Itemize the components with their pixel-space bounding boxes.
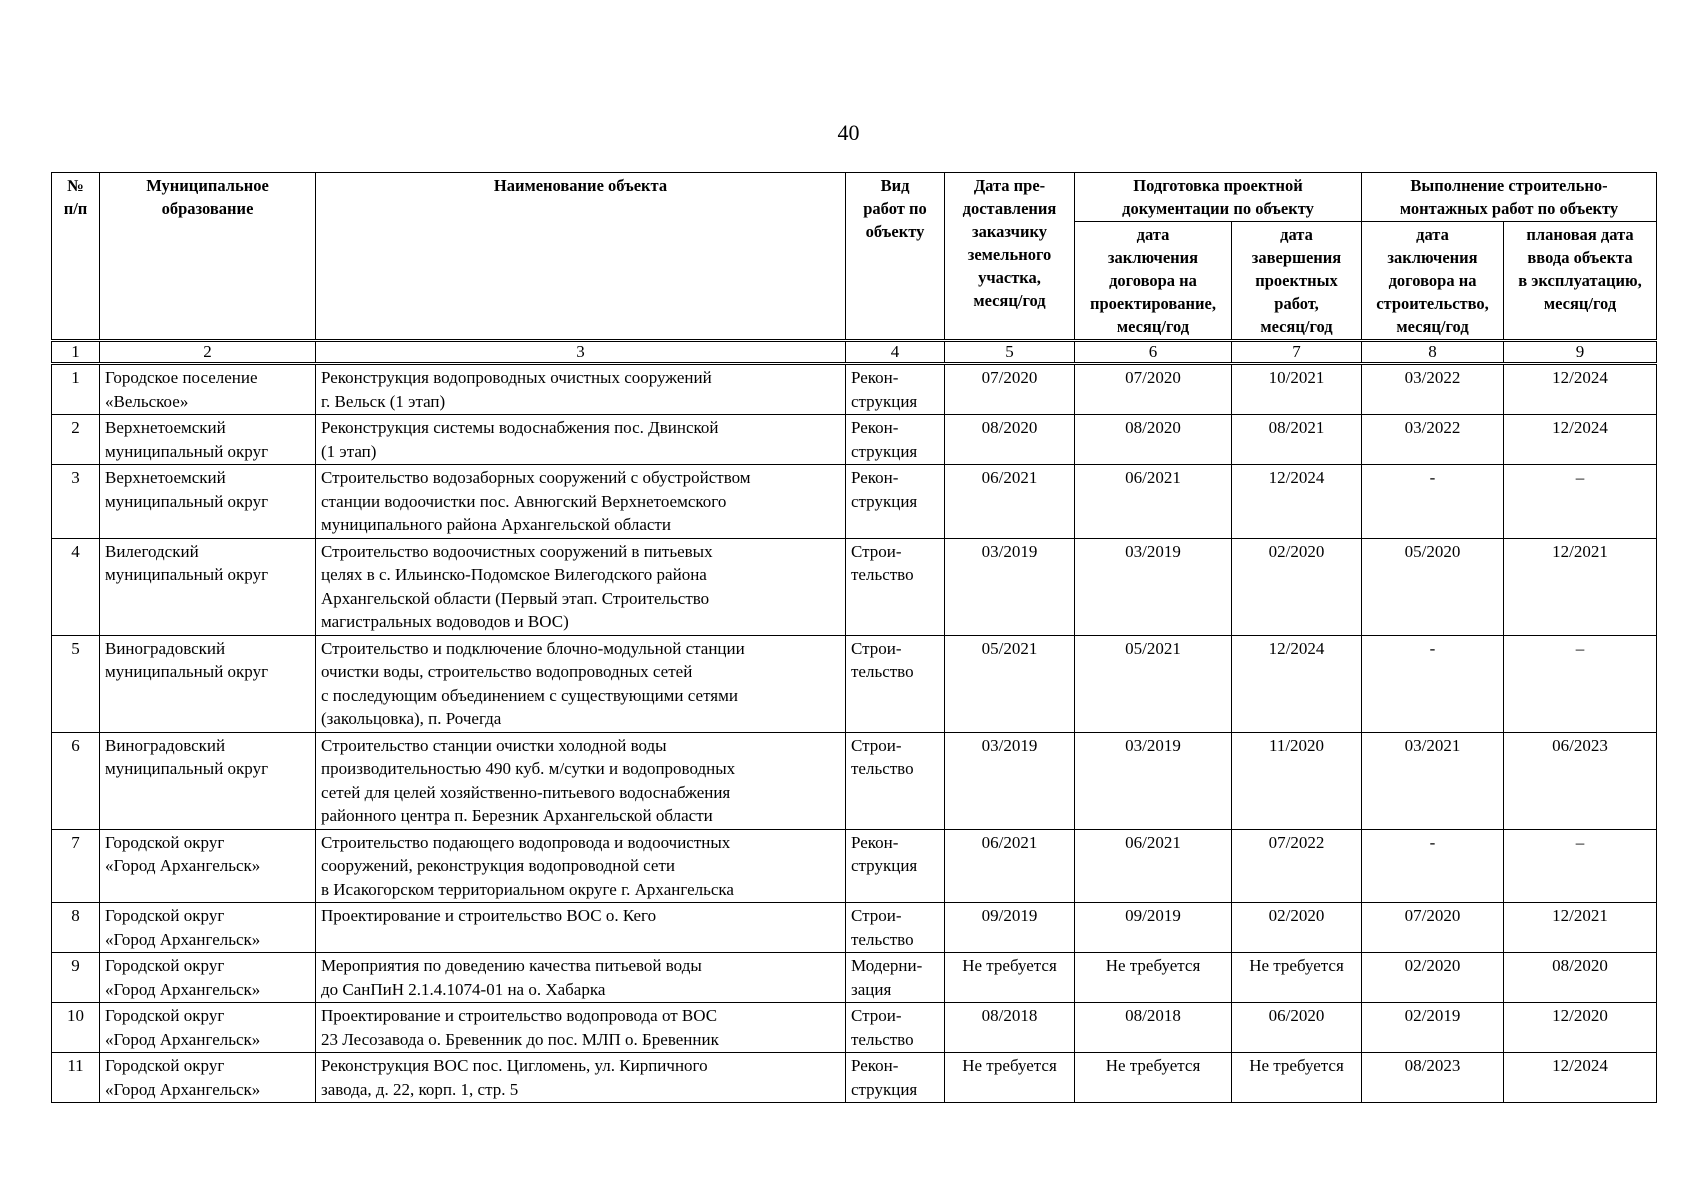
header-design-end: дата завершения проектных работ, месяц/год — [1232, 222, 1362, 341]
land-date-cell: 08/2020 — [945, 415, 1075, 465]
municipality-cell: Городской округ «Город Архангельск» — [100, 1003, 316, 1053]
row-number: 4 — [52, 538, 100, 635]
land-date-cell: Не требуется — [945, 953, 1075, 1003]
row-number: 3 — [52, 465, 100, 539]
commission-date-cell: 12/2020 — [1504, 1003, 1657, 1053]
column-number: 5 — [945, 341, 1075, 364]
municipality-cell: Вилегодский муниципальный округ — [100, 538, 316, 635]
work-type-cell: Строи- тельство — [846, 538, 945, 635]
header-work-type: Вид работ по объекту — [846, 173, 945, 341]
land-date-cell: 05/2021 — [945, 635, 1075, 732]
column-number: 1 — [52, 341, 100, 364]
header-row-top — [52, 173, 1657, 222]
work-type-cell: Строи- тельство — [846, 732, 945, 829]
municipality-cell: Виноградовский муниципальный округ — [100, 635, 316, 732]
municipality-cell: Городской округ «Город Архангельск» — [100, 953, 316, 1003]
work-type-cell: Строи- тельство — [846, 635, 945, 732]
commission-date-cell: 12/2024 — [1504, 364, 1657, 415]
object-name-cell: Строительство водоочистных сооружений в питьевых целях в с. Ильинско-Подомское Вилегодского района Архангельской области (Первый этап. Строительство магистральных водоводов и ВОС) — [316, 538, 846, 635]
table-row — [52, 953, 1657, 1003]
commission-date-cell: 12/2024 — [1504, 1053, 1657, 1103]
build-contract-date-cell: - — [1362, 635, 1504, 732]
work-type-cell: Рекон- струкция — [846, 465, 945, 539]
municipality-cell: Верхнетоемский муниципальный округ — [100, 465, 316, 539]
table-row — [52, 415, 1657, 465]
header-num: № п/п — [52, 173, 100, 341]
design-contract-date-cell: 05/2021 — [1075, 635, 1232, 732]
object-name-cell: Строительство подающего водопровода и водоочистных сооружений, реконструкция водопроводной сети в Исакогорском территориальном округе г. Архангельска — [316, 829, 846, 903]
object-name-cell: Проектирование и строительство ВОС о. Кего — [316, 903, 846, 953]
commission-date-cell: 12/2021 — [1504, 538, 1657, 635]
object-name-cell: Строительство и подключение блочно-модульной станции очистки воды, строительство водопроводных сетей с последующим объединением с существующими сетями (закольцовка), п. Рочегда — [316, 635, 846, 732]
work-type-cell: Рекон- струкция — [846, 829, 945, 903]
table-row — [52, 732, 1657, 829]
table-row — [52, 635, 1657, 732]
municipality-cell: Верхнетоемский муниципальный округ — [100, 415, 316, 465]
land-date-cell: 03/2019 — [945, 732, 1075, 829]
work-type-cell: Строи- тельство — [846, 1003, 945, 1053]
column-number: 2 — [100, 341, 316, 364]
build-contract-date-cell: 03/2022 — [1362, 364, 1504, 415]
header-build-contract: дата заключения договора на строительство, месяц/год — [1362, 222, 1504, 341]
municipality-cell: Городское поселение «Вельское» — [100, 364, 316, 415]
work-type-cell: Модерни- зация — [846, 953, 945, 1003]
municipality-cell: Городской округ «Город Архангельск» — [100, 903, 316, 953]
column-number: 7 — [1232, 341, 1362, 364]
row-number: 9 — [52, 953, 100, 1003]
table-row — [52, 903, 1657, 953]
commission-date-cell: 08/2020 — [1504, 953, 1657, 1003]
build-contract-date-cell: 02/2020 — [1362, 953, 1504, 1003]
commission-date-cell: – — [1504, 829, 1657, 903]
build-contract-date-cell: 08/2023 — [1362, 1053, 1504, 1103]
table-row — [52, 829, 1657, 903]
row-number: 11 — [52, 1053, 100, 1103]
header-land-date: Дата пре- доставления заказчику земельного участка, месяц/год — [945, 173, 1075, 341]
commission-date-cell: – — [1504, 635, 1657, 732]
design-contract-date-cell: 07/2020 — [1075, 364, 1232, 415]
row-number: 5 — [52, 635, 100, 732]
column-number: 3 — [316, 341, 846, 364]
design-end-date-cell: 08/2021 — [1232, 415, 1362, 465]
land-date-cell: 03/2019 — [945, 538, 1075, 635]
design-contract-date-cell: 06/2021 — [1075, 465, 1232, 539]
row-number: 6 — [52, 732, 100, 829]
object-name-cell: Реконструкция системы водоснабжения пос. Двинской (1 этап) — [316, 415, 846, 465]
land-date-cell: 06/2021 — [945, 829, 1075, 903]
build-contract-date-cell: - — [1362, 465, 1504, 539]
table-row — [52, 538, 1657, 635]
page-number: 40 — [837, 120, 860, 145]
commission-date-cell: – — [1504, 465, 1657, 539]
design-end-date-cell: 12/2024 — [1232, 465, 1362, 539]
table-row — [52, 1003, 1657, 1053]
table-row — [52, 364, 1657, 415]
header-design-contract: дата заключения договора на проектирование, месяц/год — [1075, 222, 1232, 341]
row-number: 1 — [52, 364, 100, 415]
design-end-date-cell: Не требуется — [1232, 1053, 1362, 1103]
land-date-cell: 06/2021 — [945, 465, 1075, 539]
commission-date-cell: 12/2021 — [1504, 903, 1657, 953]
object-name-cell: Проектирование и строительство водопровода от ВОС 23 Лесозавода о. Бревенник до пос. МЛП о. Бревенник — [316, 1003, 846, 1053]
work-type-cell: Строи- тельство — [846, 903, 945, 953]
design-end-date-cell: 10/2021 — [1232, 364, 1362, 415]
object-name-cell: Строительство станции очистки холодной воды производительностью 490 куб. м/сутки и водопроводных сетей для целей хозяйственно-питьевого водоснабжения районного центра п. Березник Архангельской области — [316, 732, 846, 829]
column-number-row — [52, 341, 1657, 364]
land-date-cell: Не требуется — [945, 1053, 1075, 1103]
commission-date-cell: 12/2024 — [1504, 415, 1657, 465]
build-contract-date-cell: 03/2022 — [1362, 415, 1504, 465]
column-number: 9 — [1504, 341, 1657, 364]
work-type-cell: Рекон- струкция — [846, 415, 945, 465]
header-municipality: Муниципальное образование — [100, 173, 316, 341]
object-name-cell: Реконструкция водопроводных очистных сооружений г. Вельск (1 этап) — [316, 364, 846, 415]
design-contract-date-cell: 09/2019 — [1075, 903, 1232, 953]
design-end-date-cell: 11/2020 — [1232, 732, 1362, 829]
build-contract-date-cell: 05/2020 — [1362, 538, 1504, 635]
header-object: Наименование объекта — [316, 173, 846, 341]
row-number: 8 — [52, 903, 100, 953]
build-contract-date-cell: - — [1362, 829, 1504, 903]
header-design-group: Подготовка проектной документации по объекту — [1075, 173, 1362, 222]
table-row — [52, 1053, 1657, 1103]
municipality-cell: Виноградовский муниципальный округ — [100, 732, 316, 829]
design-end-date-cell: 07/2022 — [1232, 829, 1362, 903]
design-contract-date-cell: 03/2019 — [1075, 732, 1232, 829]
design-end-date-cell: 02/2020 — [1232, 538, 1362, 635]
design-contract-date-cell: 03/2019 — [1075, 538, 1232, 635]
column-number: 6 — [1075, 341, 1232, 364]
row-number: 2 — [52, 415, 100, 465]
design-contract-date-cell: Не требуется — [1075, 953, 1232, 1003]
design-end-date-cell: 06/2020 — [1232, 1003, 1362, 1053]
design-end-date-cell: Не требуется — [1232, 953, 1362, 1003]
build-contract-date-cell: 07/2020 — [1362, 903, 1504, 953]
design-end-date-cell: 02/2020 — [1232, 903, 1362, 953]
design-contract-date-cell: Не требуется — [1075, 1053, 1232, 1103]
work-type-cell: Рекон- струкция — [846, 364, 945, 415]
column-number: 8 — [1362, 341, 1504, 364]
land-date-cell: 08/2018 — [945, 1003, 1075, 1053]
design-end-date-cell: 12/2024 — [1232, 635, 1362, 732]
municipality-cell: Городской округ «Город Архангельск» — [100, 1053, 316, 1103]
objects-table — [51, 172, 1657, 1103]
land-date-cell: 07/2020 — [945, 364, 1075, 415]
commission-date-cell: 06/2023 — [1504, 732, 1657, 829]
column-number: 4 — [846, 341, 945, 364]
object-name-cell: Реконструкция ВОС пос. Цигломень, ул. Кирпичного завода, д. 22, корп. 1, стр. 5 — [316, 1053, 846, 1103]
header-build-group: Выполнение строительно- монтажных работ по объекту — [1362, 173, 1657, 222]
header-commission: плановая дата ввода объекта в эксплуатацию, месяц/год — [1504, 222, 1657, 341]
table-row — [52, 465, 1657, 539]
municipality-cell: Городской округ «Город Архангельск» — [100, 829, 316, 903]
land-date-cell: 09/2019 — [945, 903, 1075, 953]
build-contract-date-cell: 03/2021 — [1362, 732, 1504, 829]
design-contract-date-cell: 08/2020 — [1075, 415, 1232, 465]
design-contract-date-cell: 06/2021 — [1075, 829, 1232, 903]
object-name-cell: Мероприятия по доведению качества питьевой воды до СанПиН 2.1.4.1074-01 на о. Хабарка — [316, 953, 846, 1003]
build-contract-date-cell: 02/2019 — [1362, 1003, 1504, 1053]
row-number: 10 — [52, 1003, 100, 1053]
design-contract-date-cell: 08/2018 — [1075, 1003, 1232, 1053]
work-type-cell: Рекон- струкция — [846, 1053, 945, 1103]
row-number: 7 — [52, 829, 100, 903]
object-name-cell: Строительство водозаборных сооружений с обустройством станции водоочистки пос. Авнюгский Верхнетоемского муниципального района Архангельской области — [316, 465, 846, 539]
